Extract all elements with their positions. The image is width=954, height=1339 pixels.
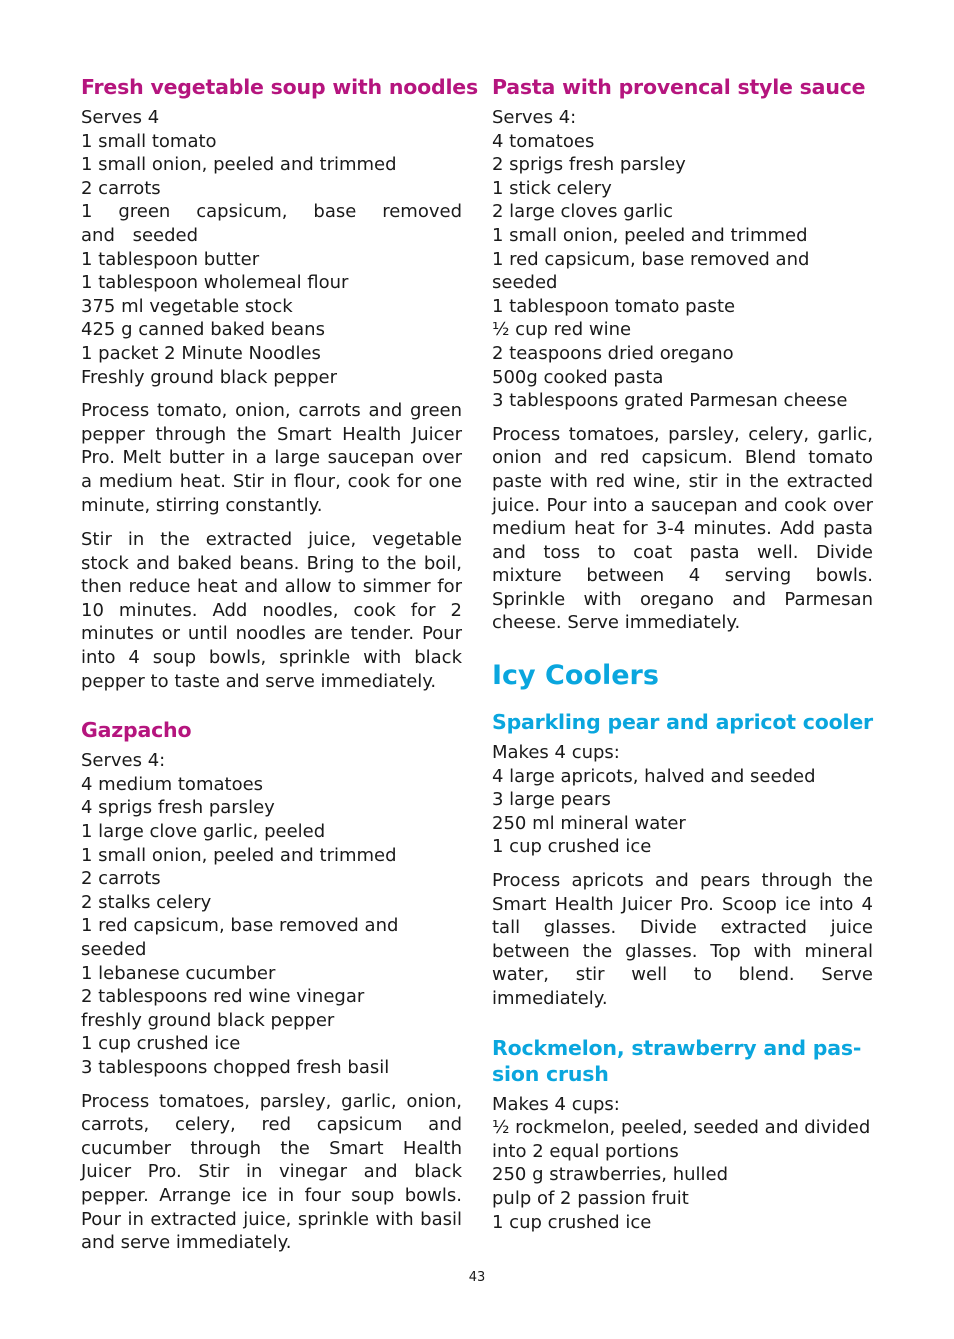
ingredient-item: 1 lebanese cucumber [81,962,276,984]
method-paragraph: Process tomatoes, parsley, garlic, onion, carrots, celery, red capsicum and cucumber through the Smart Health Juicer Pro. Stir in vinegar and black pepper. Arrange ice in four soup bowls. Pour in extracted juice, sprinkle with basil and serve immediately. [81,1090,462,1254]
ingredient-item: Freshly ground black pepper [81,366,338,388]
page-number: 43 [468,1270,486,1285]
ingredient-item: 4 sprigs fresh parsley [81,797,275,819]
ingredient-item: 1 tablespoon butter [81,248,260,270]
ingredient-item: 2 carrots [81,868,161,890]
ingredient-item: Serves 4 [81,107,160,128]
ingredient-list [492,106,873,413]
ingredient-item: 4 tomatoes [492,130,595,152]
ingredient-item: 1 small tomato [81,130,217,152]
ingredient-item: freshly ground black pepper [81,1009,335,1031]
ingredient-item: 1 green capsicum, base removed and seeded [81,201,462,246]
ingredient-item: Makes 4 cups: [492,742,620,764]
recipe-rockmelon-crush [492,1035,873,1235]
ingredient-item: 1 small onion, peeled and trimmed [81,844,397,866]
ingredient-list [492,1093,873,1235]
recipe-title: Gazpacho [81,718,192,743]
ingredient-item: 1 red capsicum, base removed and seeded [81,915,399,960]
ingredient-item: 3 tablespoons grated Parmesan cheese [492,390,848,412]
ingredient-item: Serves 4: [492,107,577,128]
recipe-title: Rockmelon, strawberry and pas-sion crush [492,1035,862,1086]
ingredient-item: 250 ml mineral water [492,812,686,834]
ingredient-item: 1 tablespoon tomato paste [492,295,736,317]
ingredient-item: 2 teaspoons dried oregano [492,342,734,364]
ingredient-item: 1 small onion, peeled and trimmed [81,154,397,176]
ingredient-item: 1 red capsicum, base removed and seeded [492,248,810,294]
ingredient-item: 1 cup crushed ice [492,1211,652,1233]
method-paragraph: Process apricots and pears through the Smart Health Juicer Pro. Scoop ice into 4 tall glasses. Divide extracted juice between the glasses. Top with mineral water, stir well to blend. Serve immediately. [492,870,873,1009]
ingredient-item: 1 large clove garlic, peeled [81,821,326,843]
ingredient-item: 4 medium tomatoes [81,773,264,795]
recipe-gazpacho [81,717,462,1254]
section-title-icy-coolers: Icy Coolers [492,660,659,692]
ingredient-item: 4 large apricots, halved and seeded [492,765,816,787]
recipe-title: Pasta with provencal style sauce [492,75,866,99]
ingredient-item: 250 g strawberries, hulled [492,1164,729,1186]
ingredient-item: 3 large pears [492,789,611,811]
recipe-pasta-provencal [492,74,873,635]
ingredient-item: 1 small onion, peeled and trimmed [492,224,808,246]
method-paragraph: Process tomatoes, parsley, celery, garlic, onion and red capsicum. Blend tomato paste with red wine, stir in the extracted juice. Pour into a saucepan and cook over medium heat for 3-4 minutes. Add pasta and toss to coat pasta well. Divide mixture between 4 serving bowls. Sprinkle with oregano and Parmesan cheese. Serve immediately. [492,423,873,634]
ingredient-item: 2 sprigs fresh parsley [492,154,686,176]
ingredient-item: 2 large cloves garlic [492,201,674,223]
ingredient-item: 2 tablespoons red wine vinegar [81,986,365,1008]
ingredient-item: 500g cooked pasta [492,366,664,388]
recipe-title: Fresh vegetable soup with noodles [81,75,479,99]
recipe-title: Sparkling pear and apricot cooler [492,710,873,735]
recipe-pear-apricot-cooler [492,709,873,1011]
ingredient-item: 1 stick celery [492,177,612,199]
ingredient-item: pulp of 2 passion fruit [492,1187,689,1209]
ingredient-item: 425 g canned baked beans [81,319,325,341]
ingredient-item: 375 ml vegetable stock [81,295,293,317]
ingredient-item: ½ rockmelon, peeled, seeded and divided into 2 equal portions [492,1117,871,1162]
left-column [81,74,479,1277]
recipe-fresh-vegetable-soup [81,74,479,693]
ingredient-item: 1 tablespoon wholemeal flour [81,272,349,294]
ingredient-item: 1 packet 2 Minute Noodles [81,342,321,364]
ingredient-item: ½ cup red wine [492,319,632,341]
right-column [492,74,873,1256]
method-paragraph: Stir in the extracted juice, vegetable stock and baked beans. Bring to the boil, then reduce heat and allow to simmer for 10 minutes. Add noodles, cook for 2 minutes or until noodles are tender. Pour into 4 soup bowls, sprinkle with black pepper to taste and serve immediately. [81,529,462,692]
ingredient-item: Serves 4: [81,750,166,772]
ingredient-item: 3 tablespoons chopped fresh basil [81,1056,390,1078]
ingredient-item: 2 stalks celery [81,891,212,913]
ingredient-list [81,749,462,1079]
ingredient-item: 1 cup crushed ice [81,1033,241,1055]
ingredient-item: 2 carrots [81,177,161,199]
ingredient-list [81,106,462,389]
method-paragraph: Process tomato, onion, carrots and green pepper through the Smart Health Juicer Pro. Melt butter in a large saucepan over a medium heat. Stir in flour, cook for one minute, stirring constantly. [81,400,462,516]
ingredient-item: Makes 4 cups: [492,1093,620,1115]
ingredient-item: 1 cup crushed ice [492,836,652,858]
ingredient-list [492,741,873,859]
